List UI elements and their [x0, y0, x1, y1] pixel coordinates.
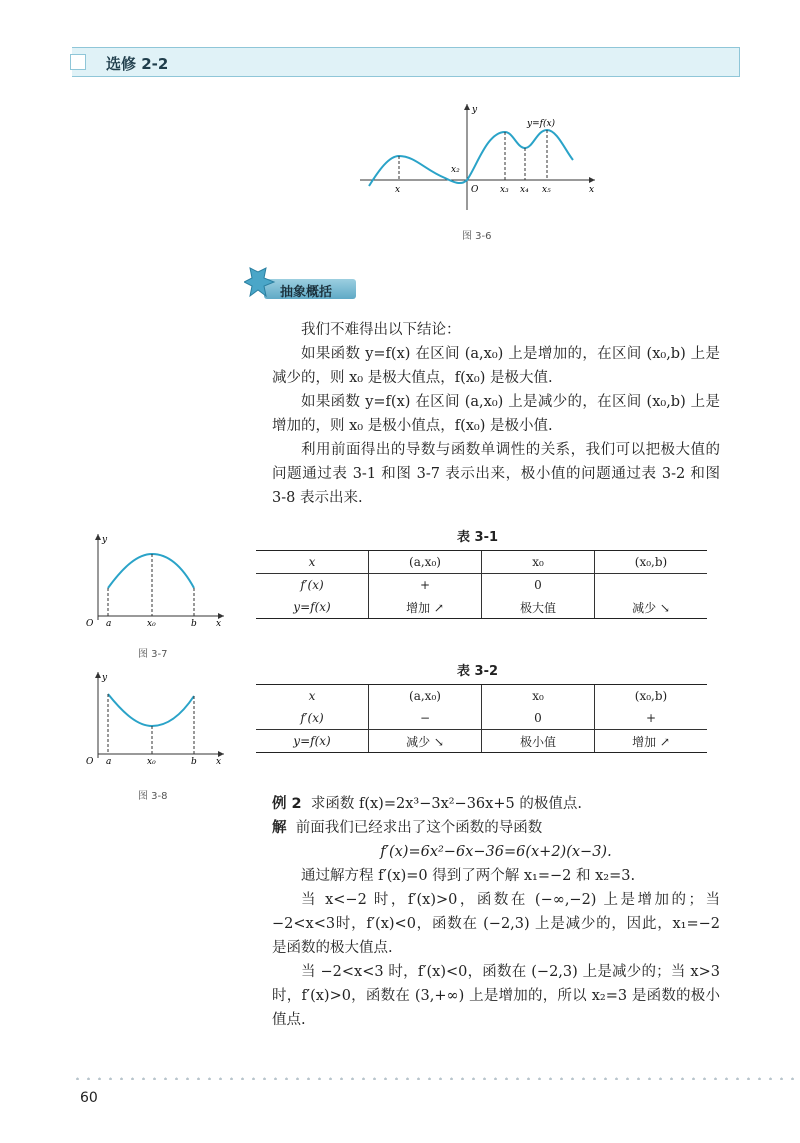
para-4: 利用前面得出的导数与函数单调性的关系，我们可以把极大值的问题通过表 3-1 和图 3-7 表示出来，极小值的问题通过表 3-2 和图 3-8 表示出来. [272, 442, 720, 506]
table-cell: (x₀,b) [595, 685, 708, 708]
table-3-2 [256, 684, 707, 753]
para-1: 我们不难得出以下结论： [301, 322, 461, 338]
table-cell: 增加 ↗ [595, 730, 708, 753]
table-cell: (a,x₀) [369, 685, 482, 708]
table-cell: x [256, 685, 369, 708]
fig38-a: a [106, 757, 112, 767]
curve-3-7 [108, 554, 194, 588]
table-cell: (a,x₀) [369, 551, 482, 574]
table-cell: x₀ [482, 685, 595, 708]
fig38-o: O [86, 757, 94, 767]
conclusion-text [272, 318, 720, 510]
figure-3-6-caption: 图 3-6 [462, 231, 492, 242]
fig37-x0: x₀ [147, 619, 156, 629]
table-row [256, 730, 707, 753]
table-3-2-title: 表 3-2 [457, 664, 499, 679]
table-cell: f′(x) [256, 574, 369, 597]
table-cell: x₀ [482, 551, 595, 574]
table-cell [595, 574, 708, 597]
table-cell: 减少 ↘ [595, 596, 708, 619]
table-cell: − [369, 707, 482, 730]
fig36-curve-label: y=f(x) [527, 119, 556, 129]
example-label: 例 2 [272, 796, 302, 812]
figure-3-7 [84, 530, 234, 630]
fig36-x: x [589, 185, 595, 195]
derivative-formula: f′(x)=6x²−6x−36=6(x+2)(x−3). [380, 844, 612, 860]
table-cell: (x₀,b) [595, 551, 708, 574]
example-2 [272, 792, 720, 1032]
solution-label: 解 [272, 820, 287, 836]
table-cell: y=f(x) [256, 596, 369, 619]
table-row [256, 685, 707, 708]
example-text: 求函数 f(x)=2x³−3x²−36x+5 的极值点. [310, 796, 582, 812]
footer-dotted-rule [72, 1077, 800, 1080]
fig38-x: x [216, 757, 222, 767]
fig36-label-x4: x₄ [520, 185, 529, 195]
table-cell: f′(x) [300, 711, 324, 725]
table-cell: 极小值 [482, 730, 595, 753]
fig37-a: a [106, 619, 112, 629]
solution-para-3: 当 −2<x<3 时，f′(x)<0，函数在 (−2,3) 上是减少的；当 x>3 时，f′(x)>0，函数在 (3,+∞) 上是增加的，所以 x₂=3 是函数的极小值点. [272, 964, 720, 1028]
fig36-label-x2: x₂ [451, 165, 460, 175]
fig38-b: b [191, 757, 197, 767]
section-badge [244, 266, 356, 302]
fig38-y: y [102, 673, 108, 683]
table-row [256, 707, 707, 730]
fig37-y: y [102, 535, 108, 545]
example-line [272, 792, 720, 816]
fig36-y: y [472, 105, 478, 115]
figure-3-6 [355, 100, 605, 220]
table-cell: + [595, 707, 708, 730]
header-square-icon [70, 54, 86, 70]
section-badge-label: 抽象概括 [280, 285, 333, 300]
table-cell: 极大值 [482, 596, 595, 619]
puzzle-star-icon [244, 266, 276, 300]
fig37-x: x [216, 619, 222, 629]
fig36-label-x: x [395, 185, 401, 195]
table-cell: 减少 ↘ [369, 730, 482, 753]
fig37-b: b [191, 619, 197, 629]
table-cell: y=f(x) [256, 730, 369, 753]
page-number: 60 [80, 1090, 98, 1106]
table-row [256, 574, 707, 597]
solution-line [272, 816, 720, 840]
para-3: 如果函数 y=f(x) 在区间 (a,x₀) 上是减少的，在区间 (x₀,b) 上是增加的，则 x₀ 是极小值点，f(x₀) 是极小值. [272, 394, 720, 434]
fig36-label-x3: x₃ [500, 185, 509, 195]
table-3-1-title: 表 3-1 [457, 530, 499, 545]
solution-para-1: 通过解方程 f′(x)=0 得到了两个解 x₁=−2 和 x₂=3. [301, 868, 636, 884]
curve-3-6 [369, 130, 573, 186]
figure-3-8-caption: 图 3-8 [138, 791, 168, 802]
table-cell: 增加 ↗ [369, 596, 482, 619]
table-row [256, 596, 707, 619]
fig37-o: O [86, 619, 94, 629]
table-cell: + [369, 574, 482, 597]
fig36-label-x5: x₅ [542, 185, 551, 195]
solution-text: 前面我们已经求出了这个函数的导函数 [295, 820, 543, 836]
table-cell: 0 [482, 707, 595, 730]
para-2: 如果函数 y=f(x) 在区间 (a,x₀) 上是增加的，在区间 (x₀,b) 上是减少的，则 x₀ 是极大值点，f(x₀) 是极大值. [272, 346, 720, 386]
curve-3-8 [108, 694, 194, 726]
table-cell: x [256, 551, 369, 574]
table-cell: 0 [482, 574, 595, 597]
chapter-title: 选修 2-2 [106, 55, 169, 73]
fig36-label-o: O [471, 185, 479, 195]
table-row [256, 551, 707, 574]
figure-3-7-caption: 图 3-7 [138, 649, 168, 660]
table-3-1 [256, 550, 707, 619]
chapter-header [72, 47, 740, 77]
fig38-x0: x₀ [147, 757, 156, 767]
solution-para-2: 当 x<−2 时，f′(x)>0，函数在 (−∞,−2) 上是增加的；当 −2<x<3时，f′(x)<0，函数在 (−2,3) 上是减少的，因此，x₁=−2 是函数的极大值点. [272, 892, 720, 956]
figure-3-8 [84, 668, 234, 768]
